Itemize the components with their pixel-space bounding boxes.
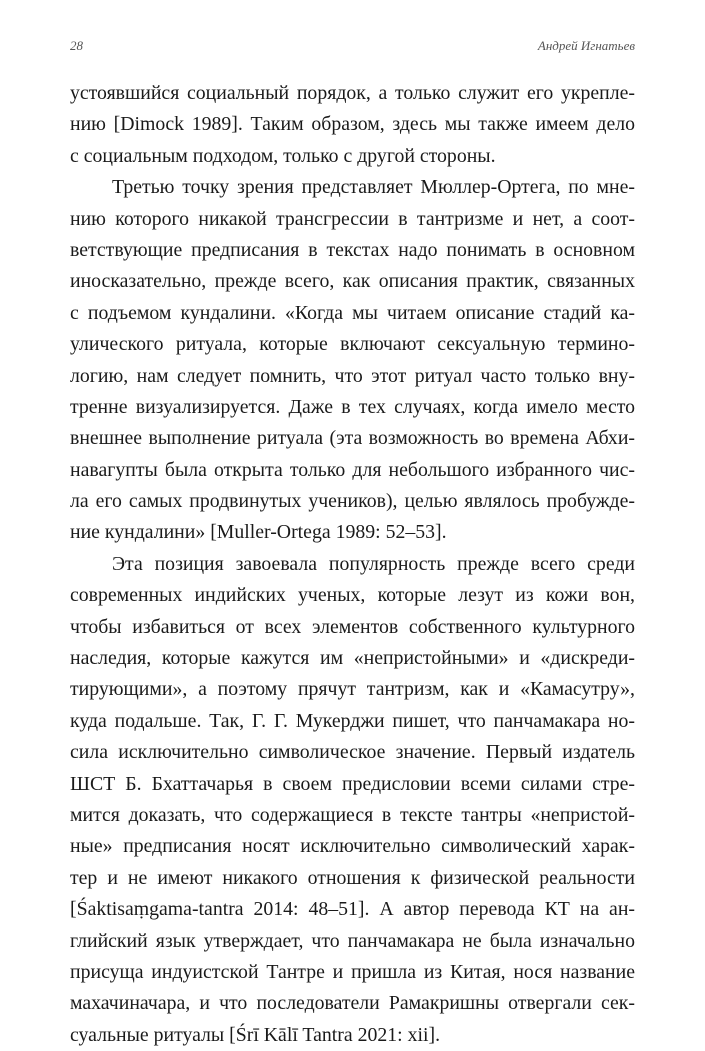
text-line: присуща индуистской Тантре и пришла из Китая, нося название — [70, 960, 635, 983]
text-line: логию, нам следует помнить, что этот ритуал часто только вну- — [70, 364, 635, 387]
text-line: глийский язык утверждает, что панчамакара не была изначально — [70, 929, 635, 952]
text-line: нию [Dimock 1989]. Таким образом, здесь мы также имеем дело — [70, 113, 635, 136]
running-head-author: Андрей Игнатьев — [537, 38, 635, 53]
text-line: тер и не имеют никакого отношения к физической реальности — [70, 866, 635, 889]
text-line: современных индийских ученых, которые лезут из кожи вон, — [70, 584, 635, 607]
text-line: ШСТ Б. Бхаттачарья в своем предисловии всеми силами стре- — [70, 772, 635, 795]
text-line: иносказательно, прежде всего, как описания практик, связанных — [70, 270, 635, 293]
page-body — [70, 78, 635, 1051]
text-line: устоявшийся социальный порядок, а только служит его укрепле- — [70, 82, 635, 104]
text-line: Третью точку зрения представляет Мюллер-Ортега, по мне- — [112, 176, 635, 199]
text-line: Эта позиция завоевала популярность прежде всего среди — [112, 552, 635, 575]
text-line: наследия, которые кажутся им «непристойными» и «дискреди- — [70, 647, 635, 670]
text-line: куда подальше. Так, Г. Г. Мукерджи пишет, что панчамакара но- — [70, 709, 635, 732]
text-line: ла его самых продвинутых учеников), целью являлось пробужде- — [70, 490, 635, 513]
text-line: ные» предписания носят исключительно символический харак- — [70, 835, 635, 858]
text-line: чтобы избавиться от всех элементов собственного культурного — [70, 615, 635, 638]
text-line: суальные ритуалы [Śrī Kālī Tantra 2021: xii]. — [70, 1023, 441, 1046]
text-line: тирующими», а поэтому прячут тантризм, как и «Камасутру», — [70, 678, 635, 701]
text-line: с социальным подходом, только с другой стороны. — [70, 144, 496, 167]
text-line: махачиначара, и что последователи Рамакришны отвергали сек- — [70, 992, 635, 1015]
text-line: ветствующие предписания в текстах надо понимать в основном — [70, 238, 635, 261]
text-line: нию которого никакой трансгрессии в тантризме и нет, а соот- — [70, 207, 635, 230]
text-line: сила исключительно символическое значение. Первый издатель — [70, 741, 635, 764]
text-line: мится доказать, что содержащиеся в тексте тантры «непристой- — [70, 803, 635, 826]
text-line: внешнее выполнение ритуала (эта возможность во времена Абхи- — [70, 427, 635, 450]
text-line: улического ритуала, которые включают сексуальную термино- — [70, 333, 635, 356]
text-line: [Śaktisaṃgama-tantra 2014: 48–51]. А автор перевода КТ на ан- — [70, 898, 635, 921]
text-line: ние кундалини» [Muller-Ortega 1989: 52–53]. — [70, 521, 447, 544]
page-number: 28 — [70, 38, 83, 53]
text-line: с подъемом кундалини. «Когда мы читаем описание стадий ка- — [70, 301, 635, 324]
text-line: навагупты была открыта только для небольшого избранного чис- — [70, 458, 635, 481]
text-line: тренне визуализируется. Даже в тех случаях, когда имело место — [70, 395, 635, 418]
page-header — [70, 38, 635, 54]
